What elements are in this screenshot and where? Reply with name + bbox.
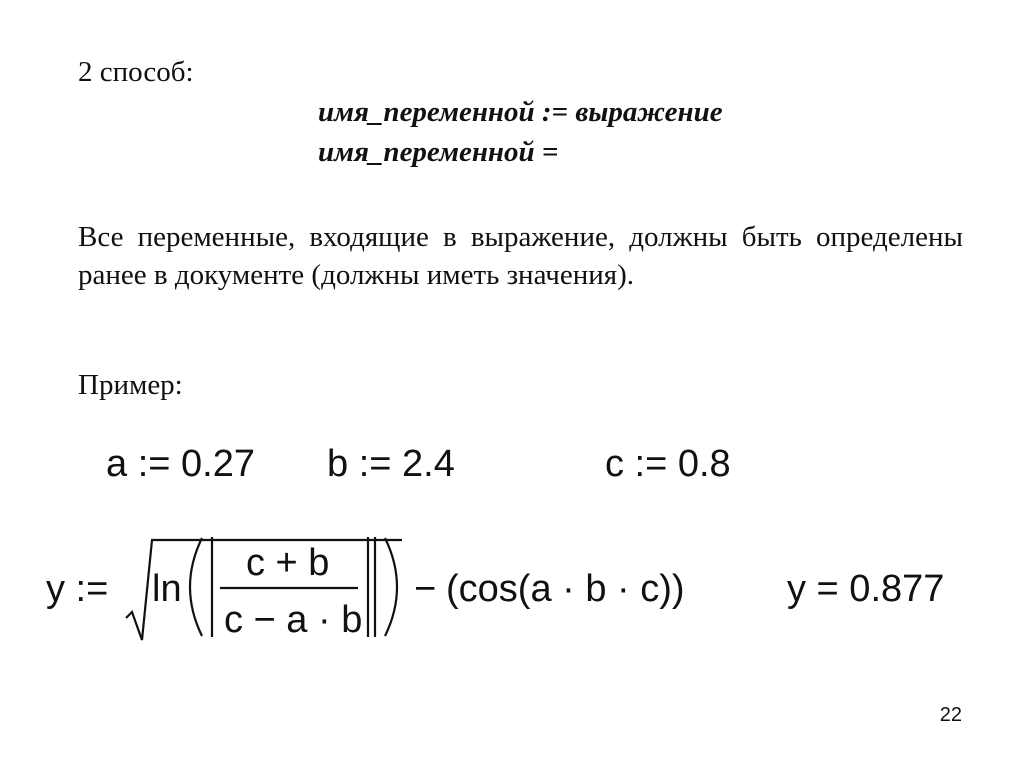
section-heading: 2 способ: — [78, 56, 194, 88]
ln-label: ln — [152, 568, 182, 610]
assignment-b: b := 2.4 — [327, 443, 455, 485]
assignment-a: a := 0.27 — [106, 443, 255, 485]
fraction-numerator: c + b — [246, 542, 330, 584]
formula-lhs: y := — [46, 568, 109, 610]
page-number: 22 — [939, 704, 962, 726]
example-label: Пример: — [78, 369, 183, 401]
result-value: y = 0.877 — [787, 568, 945, 610]
syntax-evaluation-line: имя_переменной = — [318, 136, 559, 168]
explanation-paragraph: Все переменные, входящие в выражение, должны быть определены ранее в документе (должны иметь значения). — [78, 221, 963, 291]
assignment-c: c := 0.8 — [605, 443, 731, 485]
minus-sign: − — [414, 568, 437, 610]
cos-term: (cos(a · b · c)) — [446, 568, 685, 610]
right-paren — [385, 538, 397, 636]
left-paren — [190, 538, 202, 636]
fraction-denominator: c − a · b — [224, 599, 363, 641]
syntax-definition-line: имя_переменной := выражение — [318, 96, 723, 128]
